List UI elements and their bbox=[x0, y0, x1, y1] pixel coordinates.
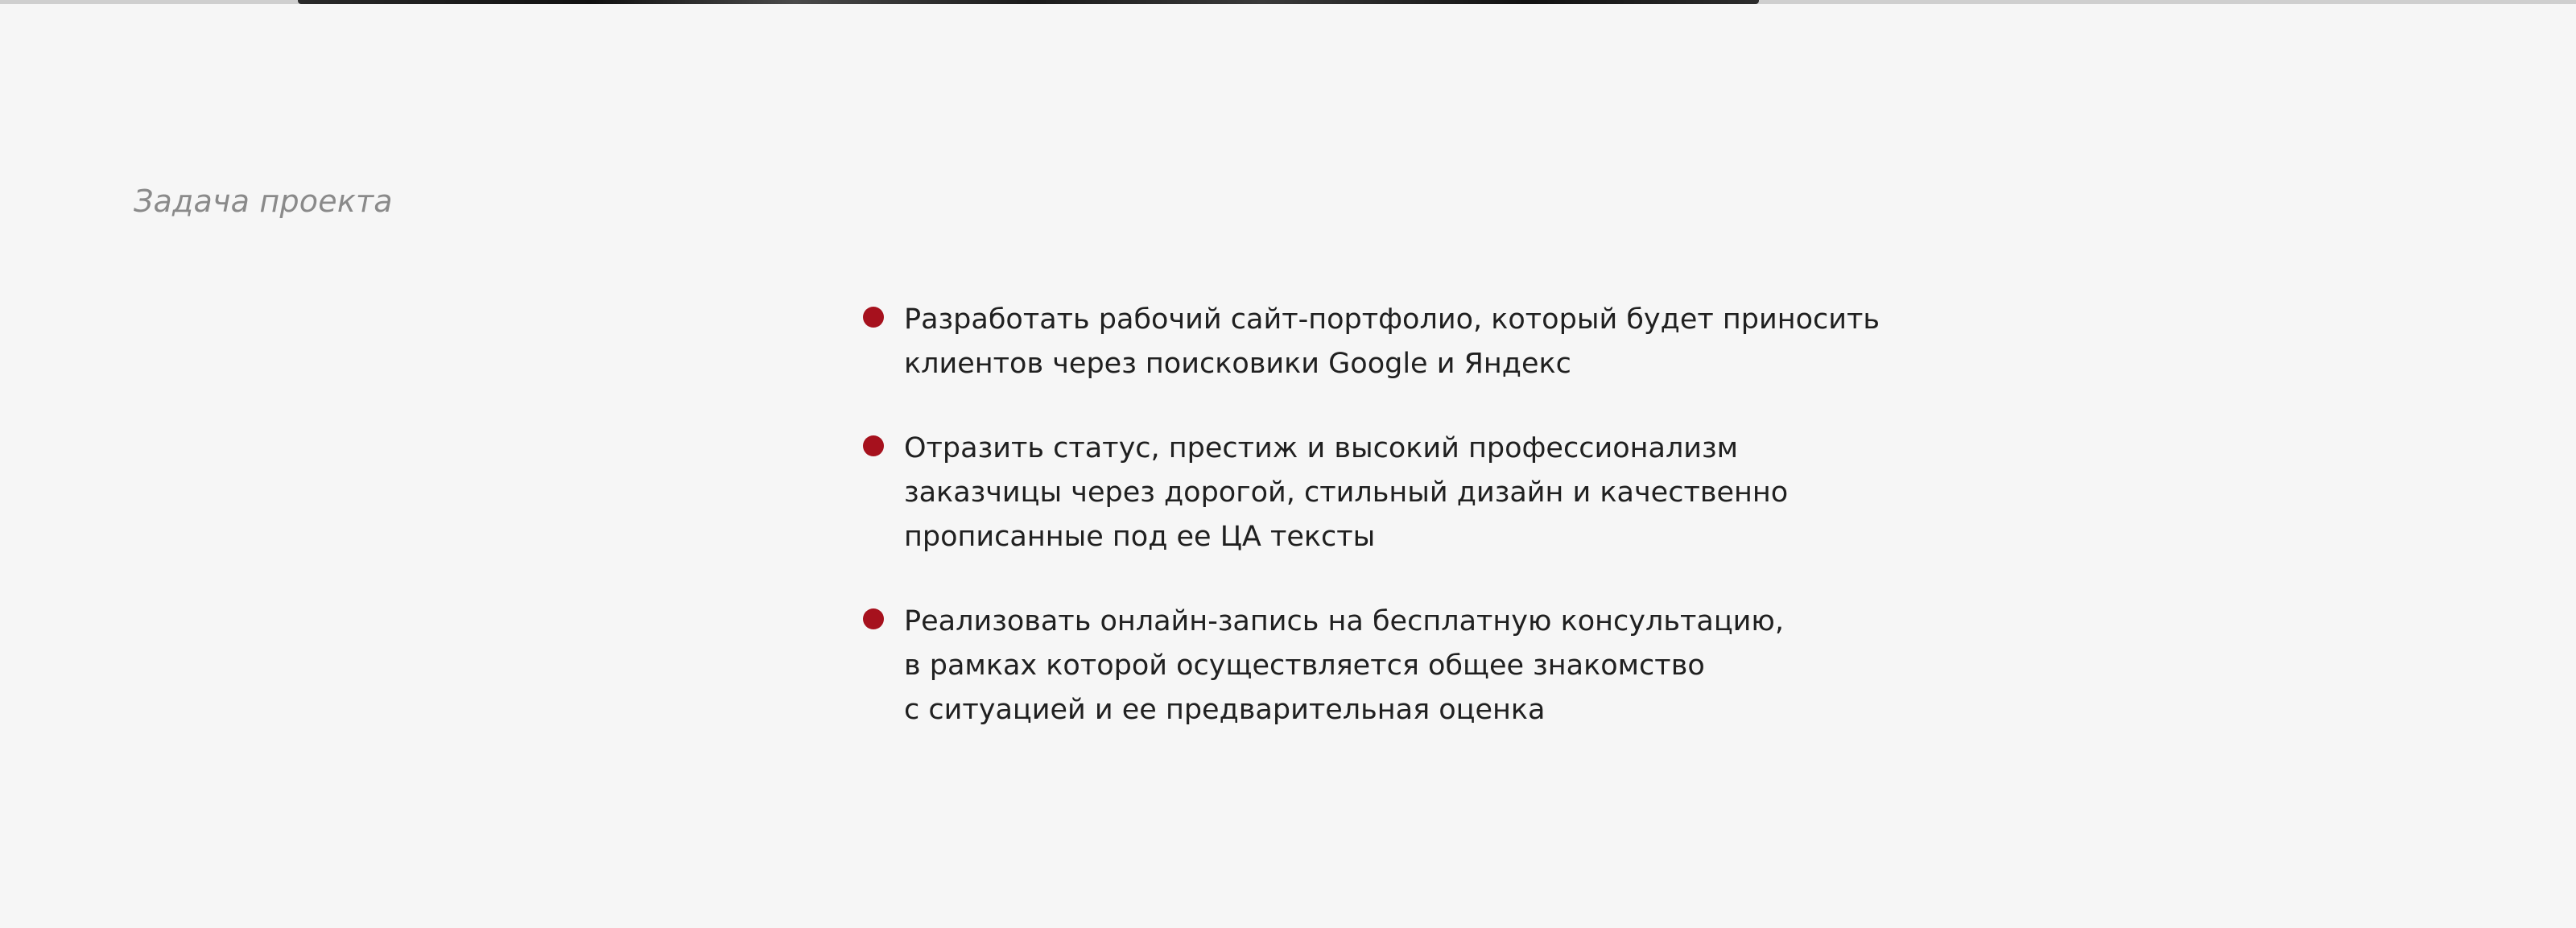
red-bullet-icon bbox=[863, 307, 884, 328]
project-task-list bbox=[863, 298, 1926, 732]
task-text: Отразить статус, престиж и высокий профессионализм заказчицы через дорогой, стильный дизайн и качественно прописанные под ее ЦА тексты bbox=[904, 432, 1789, 553]
task-list-item bbox=[863, 298, 1926, 386]
top-image-strip bbox=[0, 0, 2576, 4]
task-list-item bbox=[863, 427, 1926, 559]
task-text: Реализовать онлайн-запись на бесплатную консультацию, в рамках которой осуществляется общее знакомство с ситуацией и ее предварительная оценка bbox=[904, 605, 1784, 726]
red-bullet-icon bbox=[863, 435, 884, 456]
task-text: Разработать рабочий сайт-портфолио, который будет приносить клиентов через поисковики Google и Яндекс bbox=[904, 303, 1880, 380]
section-label-project-task: Задача проекта bbox=[134, 184, 393, 219]
header-photo-edge bbox=[298, 0, 1759, 4]
red-bullet-icon bbox=[863, 608, 884, 629]
task-list-item bbox=[863, 600, 1926, 732]
